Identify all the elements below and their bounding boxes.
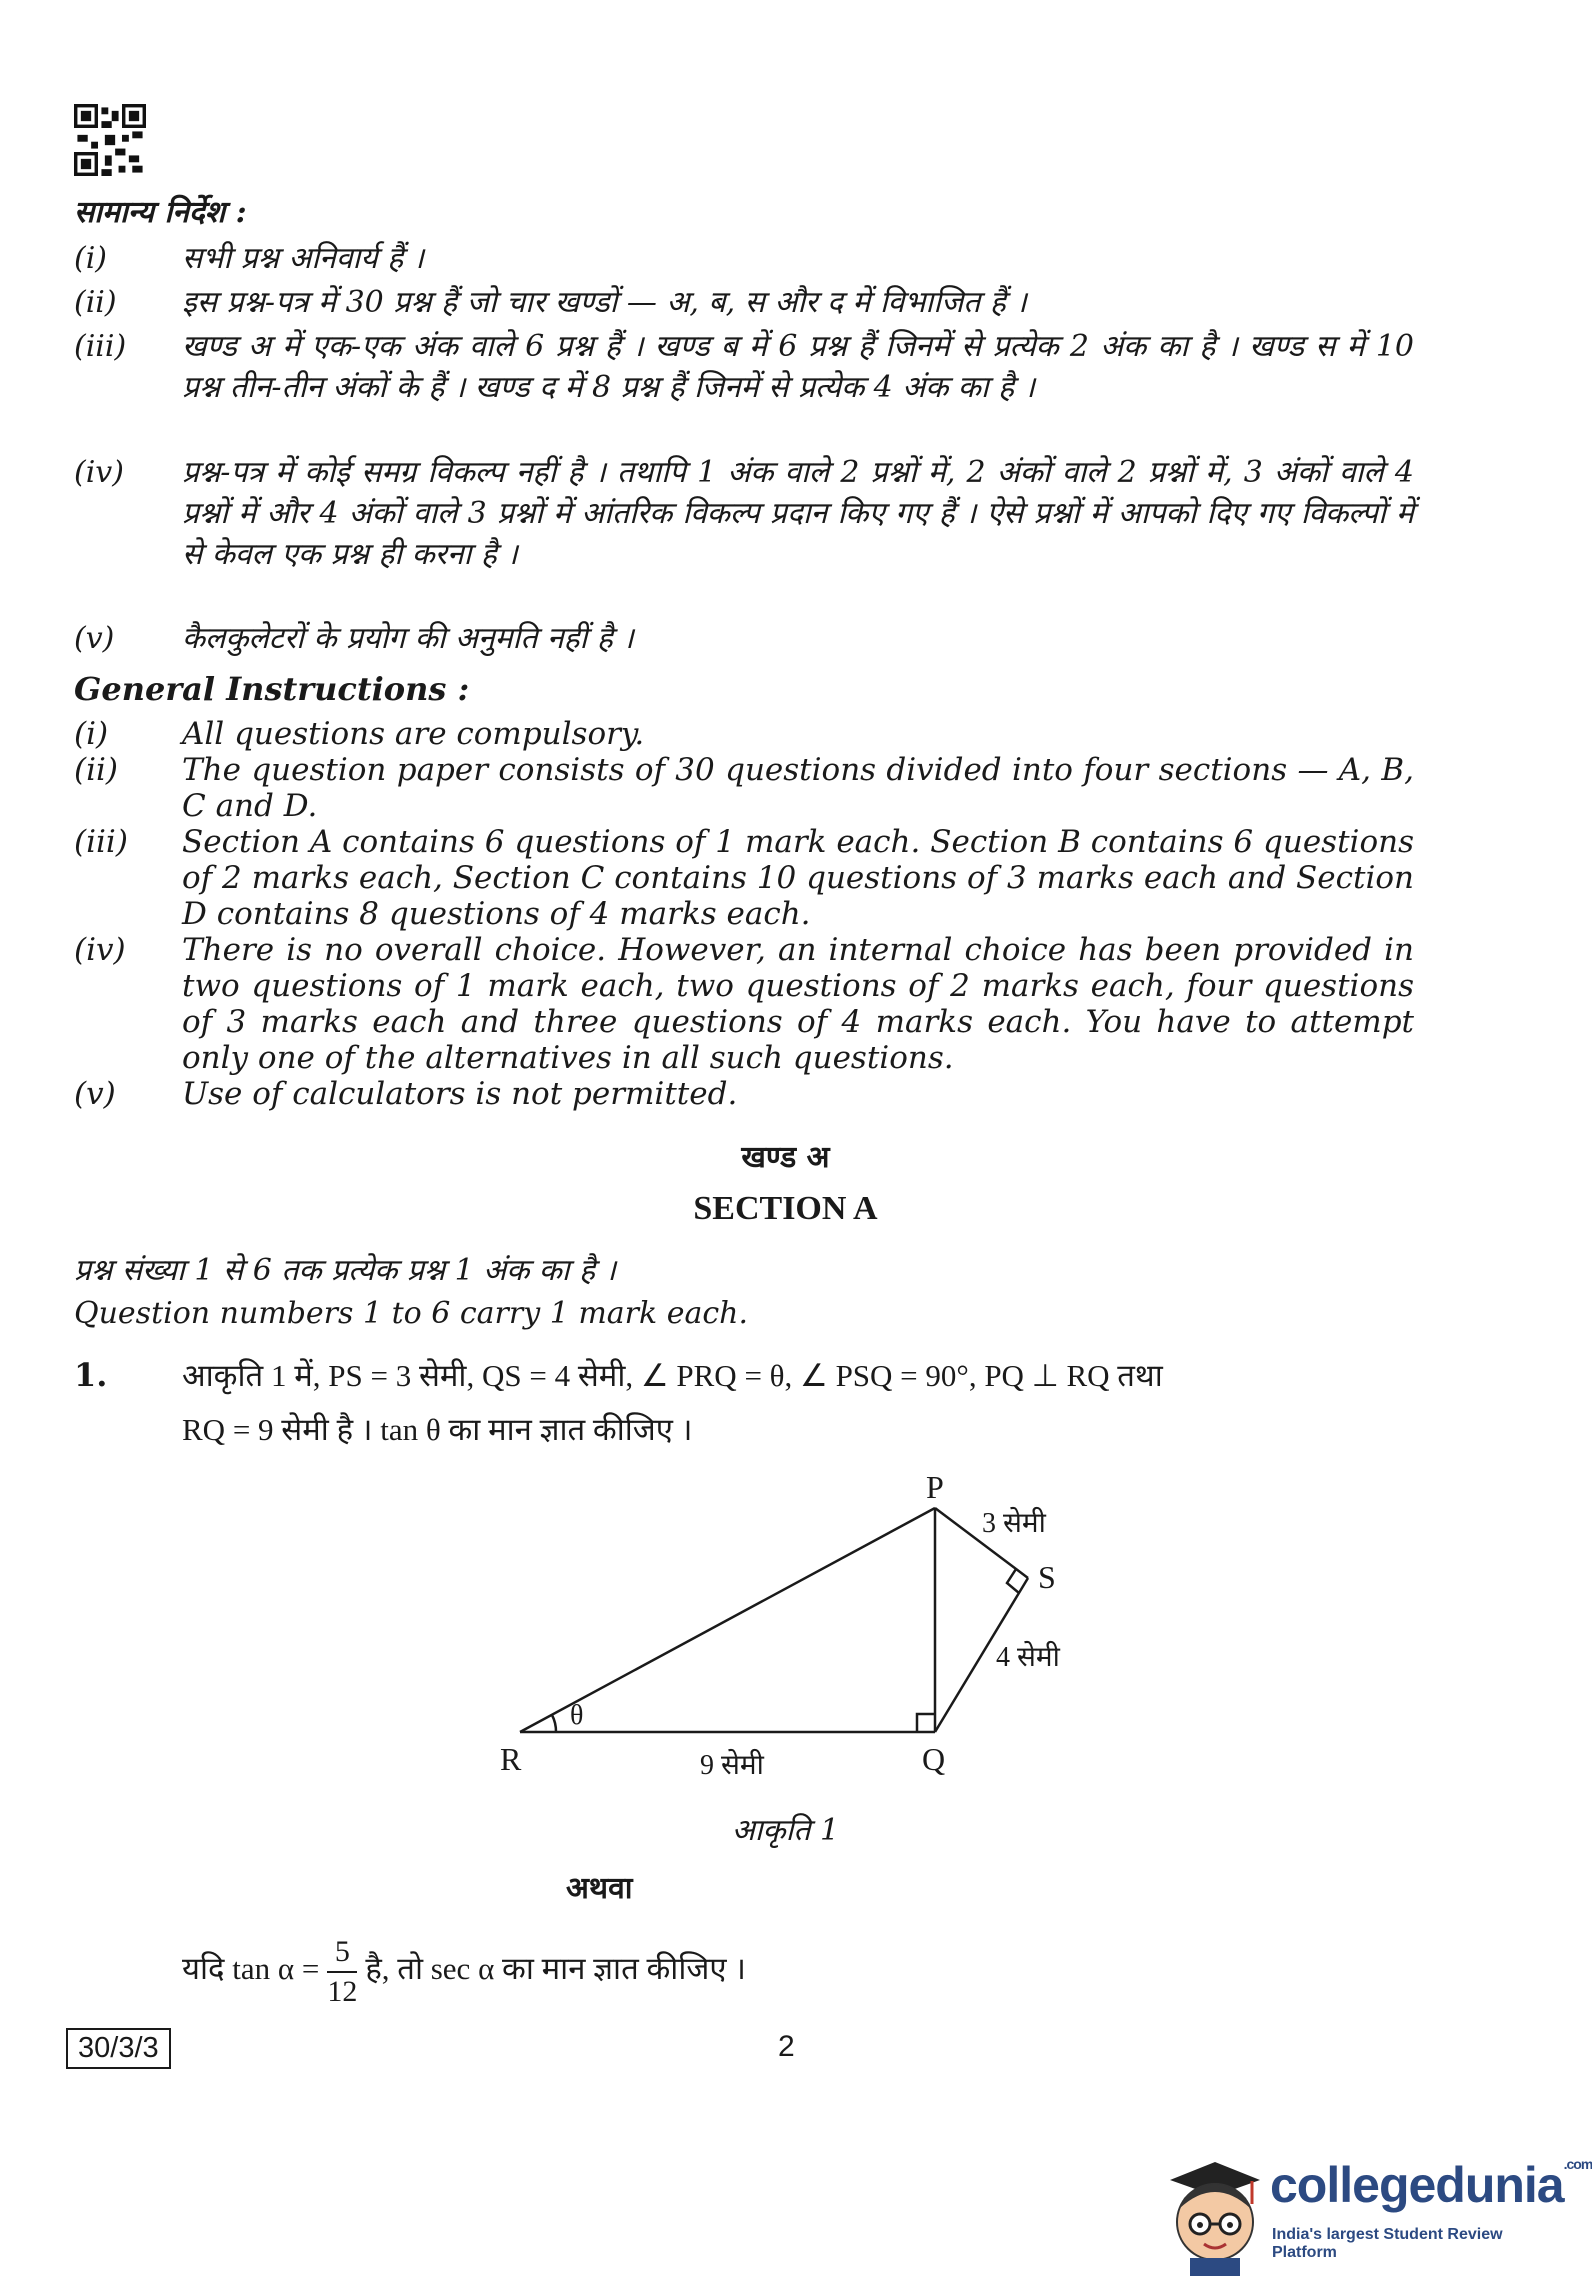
english-instructions-heading: General Instructions : xyxy=(74,670,470,708)
vertex-label-q: Q xyxy=(922,1741,946,1777)
question-number: 1. xyxy=(74,1356,108,1394)
figure-1-triangle xyxy=(480,1460,1100,1820)
section-note-hindi: प्रश्न संख्या 1 से 6 तक प्रत्येक प्रश्न 1 अंक का है । xyxy=(74,1253,616,1288)
instruction-text: Section A contains 6 questions of 1 mark each. Section B contains 6 questions of 2 marks each, Section C contains 10 questions of 3 marks each and Section D contains 8 questions of 4 marks each. xyxy=(182,824,1414,932)
alternative-question xyxy=(182,1935,746,2009)
hindi-instruction-1 xyxy=(74,238,1414,279)
hindi-instruction-5 xyxy=(74,618,1414,659)
qr-code-icon xyxy=(74,104,146,176)
hindi-instruction-3 xyxy=(74,326,1414,408)
instruction-text: इस प्रश्न-पत्र में 30 प्रश्न हैं जो चार खण्डों — अ, ब, स और द में विभाजित हैं । xyxy=(182,285,1027,320)
fraction-five-twelfths xyxy=(327,1935,357,2009)
instruction-number: (iii) xyxy=(74,329,127,364)
right-angle-q xyxy=(917,1714,935,1732)
angle-arc-r xyxy=(552,1715,556,1732)
hindi-instruction-4 xyxy=(74,452,1414,575)
vertex-label-p: P xyxy=(926,1469,944,1505)
instruction-number: (iii) xyxy=(74,824,128,860)
brand-suffix: .com xyxy=(1563,2156,1592,2172)
english-instruction-3 xyxy=(74,824,1414,932)
segment-rp xyxy=(520,1508,935,1732)
instruction-text: Use of calculators is not permitted. xyxy=(182,1076,738,1112)
instruction-text: खण्ड अ में एक-एक अंक वाले 6 प्रश्न हैं । खण्ड ब में 6 प्रश्न हैं जिनमें से प्रत्येक 2 अंक का है । खण्ड स में 10 प्रश्न तीन-तीन अंकों के हैं । खण्ड द में 8 प्रश्न हैं जिनमें से प्रत्येक 4 अंक का है । xyxy=(182,329,1414,405)
section-heading-english: SECTION A xyxy=(693,1190,878,1227)
figure-caption: आकृति 1 xyxy=(731,1813,840,1848)
fraction-numerator: 5 xyxy=(327,1935,357,1973)
length-label-ps: 3 सेमी xyxy=(982,1508,1046,1539)
instruction-text: The question paper consists of 30 questions divided into four sections — A, B, C and D. xyxy=(182,752,1414,824)
length-label-qs: 4 सेमी xyxy=(996,1642,1060,1673)
english-instruction-1 xyxy=(74,716,1414,752)
vertex-label-s: S xyxy=(1038,1559,1056,1595)
instruction-number: (i) xyxy=(74,241,108,276)
instruction-number: (i) xyxy=(74,716,109,752)
instruction-text: प्रश्न-पत्र में कोई समग्र विकल्प नहीं है । तथापि 1 अंक वाले 2 प्रश्नों में, 2 अंकों वाले 2 प्रश्नों में, 3 अंकों वाले 4 प्रश्नों में और 4 अंकों वाले 3 प्रश्नों में आंतरिक विकल्प प्रदान किए गए हैं । ऐसे प्रश्नों में आपको दिए गए विकल्पों में से केवल एक प्रश्न ही करना है । xyxy=(182,455,1414,572)
hindi-instruction-2 xyxy=(74,282,1414,323)
alt-suffix: है, तो sec α का मान ज्ञात कीजिए । xyxy=(365,1951,747,1987)
instruction-number: (iv) xyxy=(74,932,126,968)
section-note-english: Question numbers 1 to 6 carry 1 mark each. xyxy=(74,1296,749,1331)
instruction-text: There is no overall choice. However, an internal choice has been provided in two questions of 1 mark each, two questions of 2 marks each, four questions of 3 marks each and three questions of 4 marks each. You have to attempt only one of the alternatives in all such questions. xyxy=(182,932,1414,1076)
brand-name: collegedunia$^{.com}$ xyxy=(1270,2156,1592,2213)
question-text-line-1: आकृति 1 में, PS = 3 सेमी, QS = 4 सेमी, ∠ PRQ = θ, ∠ PSQ = 90°, PQ ⊥ RQ तथा xyxy=(182,1358,1163,1393)
vertex-label-r: R xyxy=(500,1741,522,1777)
right-angle-s xyxy=(1007,1569,1019,1593)
question-text-line-2: RQ = 9 सेमी है । tan θ का मान ज्ञात कीजिए । xyxy=(182,1412,693,1447)
paper-code: 30/3/3 xyxy=(66,2028,171,2069)
instruction-number: (iv) xyxy=(74,455,124,490)
mascot-logo-icon xyxy=(1160,2150,1270,2276)
instruction-number: (ii) xyxy=(74,285,117,320)
brand-tagline: India's largest Student Review Platform xyxy=(1272,2226,1503,2261)
instruction-text: All questions are compulsory. xyxy=(182,716,645,752)
instruction-text: कैलकुलेटरों के प्रयोग की अनुमति नहीं है । xyxy=(182,621,634,656)
instruction-number: (ii) xyxy=(74,752,119,788)
hindi-instructions-heading: सामान्य निर्देश : xyxy=(74,195,247,230)
english-instruction-5 xyxy=(74,1076,1414,1112)
section-heading-hindi: खण्ड अ xyxy=(741,1140,830,1175)
instruction-number: (v) xyxy=(74,621,115,656)
instruction-number: (v) xyxy=(74,1076,116,1112)
length-label-rq: 9 सेमी xyxy=(700,1750,764,1781)
instruction-text: सभी प्रश्न अनिवार्य हैं । xyxy=(182,241,425,276)
english-instruction-4 xyxy=(74,932,1414,1076)
page-number: 2 xyxy=(778,2030,795,2063)
english-instruction-2 xyxy=(74,752,1414,824)
angle-label-theta: θ xyxy=(570,1700,584,1731)
fraction-denominator: 12 xyxy=(327,1975,358,2008)
or-label: अथवा xyxy=(566,1871,633,1906)
alt-prefix: यदि tan α = xyxy=(182,1951,320,1987)
